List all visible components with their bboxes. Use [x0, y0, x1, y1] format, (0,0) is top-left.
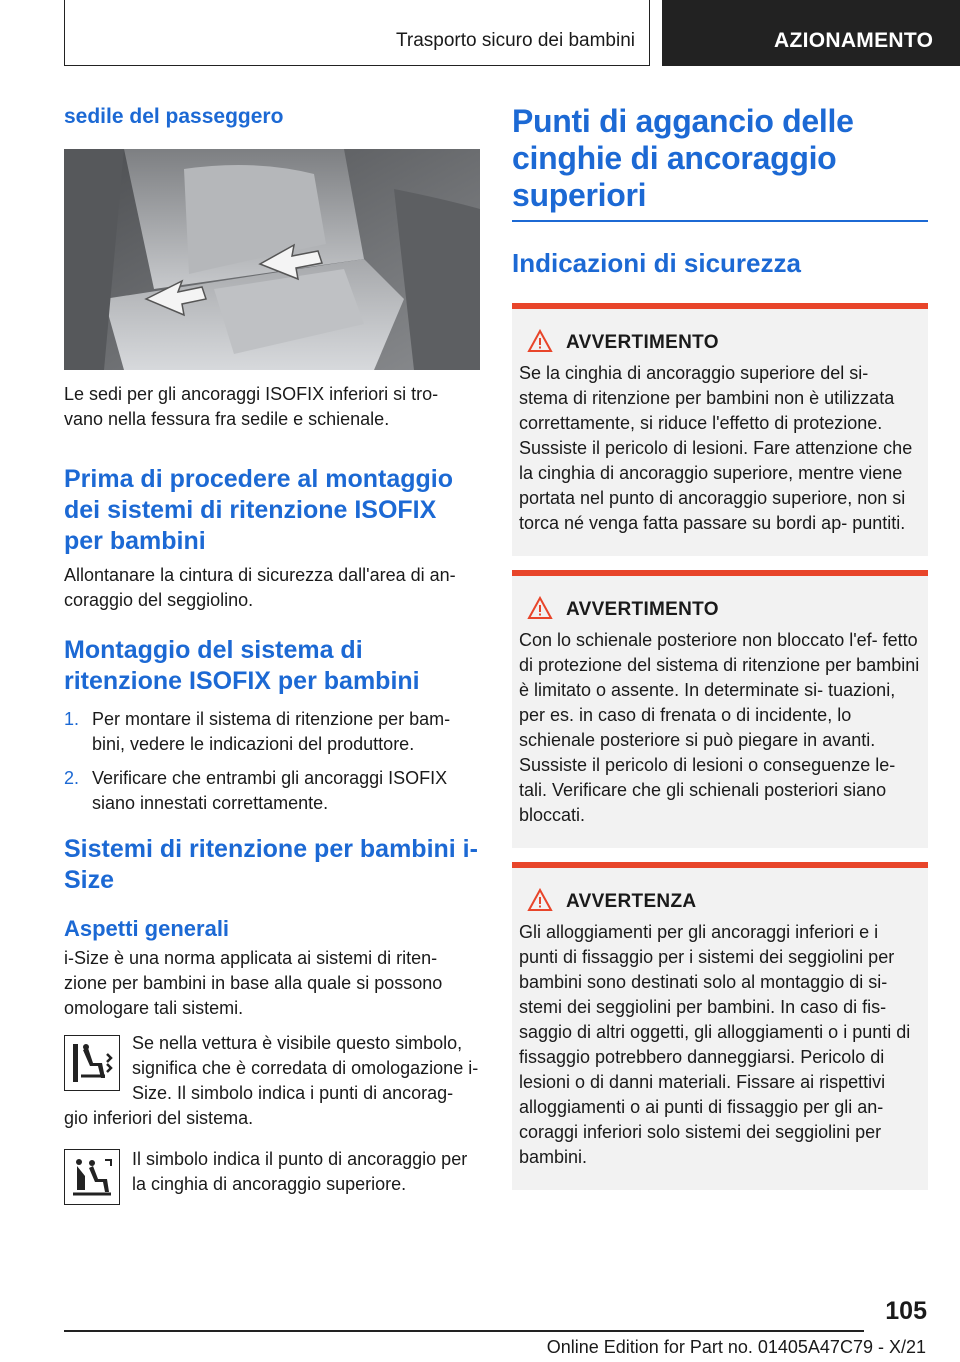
tether-symbol-row [64, 1145, 480, 1207]
warning-text: Gli alloggiamenti per gli ancoraggi inferiori e i punti di fissaggio per i sistemi dei seggiolini per bambini sono destinati solo al montaggio di si- stemi dei seggiolini per bambini. In caso di fis- saggio di altri oggetti, gli alloggiamenti o i punti di fissaggio potrebbero danneggiarsi. Pericolo di lesioni o di danni materiali. Fissare ai rispettivi alloggiamenti o ai punti di fissaggio per gli an- coraggi inferiori solo sistemi dei seggiolini per bambini. [519, 921, 911, 1167]
left-column [64, 100, 480, 1207]
tether-symbol-text: Il simbolo indica il punto di ancoraggio per la cinghia di ancoraggio superiore. [132, 1149, 468, 1194]
top-tether-heading: Punti di aggancio delle cinghie di ancoraggio superiori [512, 103, 854, 213]
warning-header [519, 888, 920, 914]
list-item [64, 707, 480, 757]
seat-isofix-illustration [64, 149, 480, 370]
isofix-symbol-icon [64, 1035, 120, 1091]
step-text: Verificare che entrambi gli ancoraggi ISOFIX siano innestati correttamente. [92, 768, 448, 813]
step-number: 1. [64, 709, 80, 729]
edition-info: Online Edition for Part no. 01405A47C79 - X/21 [546, 1337, 926, 1357]
page-header [0, 0, 960, 66]
isofix-symbol-text: Se nella vettura è visibile questo simbolo, significa che è corredata di omologazione i-Size. Il simbolo indica i punti di ancorag- gio inferiori del sistema. [64, 1033, 479, 1128]
warning-title: AVVERTIMENTO [566, 598, 719, 620]
section-title: Trasporto sicuro dei bambini [395, 30, 635, 51]
warning-text: Con lo schienale posteriore non bloccato l'ef- fetto di protezione del sistema di ritenzione per bambini è limitato o assente. In determinate si- tuazioni, per es. in caso di frenata o di incidente, lo schienale posteriore si può piegare in avanti. Sussiste il pericolo di lesioni o conseguenze le- tali. Verificare che gli schienali posteriori siano bloccati. [519, 629, 920, 825]
mount-heading: Montaggio del sistema di ritenzione ISOFIX per bambini [64, 636, 420, 695]
warning-header [519, 596, 920, 622]
top-tether-symbol-icon [64, 1149, 120, 1205]
warning-title: AVVERTIMENTO [566, 331, 719, 353]
section-title-box [64, 0, 650, 66]
heading-divider [512, 220, 928, 222]
isofix-symbol-row [64, 1031, 480, 1131]
safety-heading: Indicazioni di sicurezza [512, 247, 801, 278]
right-column [512, 100, 928, 1190]
warning-box [512, 303, 928, 556]
page-footer [0, 1290, 960, 1362]
warning-title: AVVERTENZA [566, 890, 697, 912]
general-text: i-Size è una norma applicata ai sistemi di riten- zione per bambini in base alla quale si possono omologare tali sistemi. [64, 948, 443, 1018]
seat-photo [64, 149, 480, 370]
passenger-seat-heading: sedile del passeggero [64, 105, 284, 128]
prep-text: Allontanare la cintura di sicurezza dall'area di an- coraggio del seggiolino. [64, 565, 456, 610]
page-number: 105 [885, 1297, 927, 1325]
warning-triangle-icon [527, 888, 553, 912]
chapter-tab [662, 0, 960, 66]
mount-steps-list [64, 707, 480, 816]
prep-heading: Prima di procedere al montaggio dei sistemi di ritenzione ISOFIX per bambini [64, 465, 453, 555]
warning-triangle-icon [527, 596, 553, 620]
step-number: 2. [64, 768, 80, 788]
chapter-title: AZIONAMENTO [774, 29, 934, 52]
warning-text: Se la cinghia di ancoraggio superiore del si- stema di ritenzione per bambini non è utilizzata correttamente, si riduce l'effetto di protezione. Sussiste il pericolo di lesioni. Fare attenzione che la cinghia di ancoraggio superiore, mentre viene portata nel punto di ancoraggio superiore, non si torca né venga fatta passare su bordi ap- puntiti. [519, 362, 913, 533]
isize-heading: Sistemi di ritenzione per bambini i-Size [64, 835, 478, 894]
photo-caption: Le sedi per gli ancoraggi ISOFIX inferiori si tro- vano nella fessura fra sedile e schienale. [64, 384, 439, 429]
general-heading: Aspetti generali [64, 916, 230, 941]
warning-triangle-icon [527, 329, 553, 353]
warning-box [512, 570, 928, 848]
warning-box [512, 862, 928, 1190]
step-text: Per montare il sistema di ritenzione per bam- bini, vedere le indicazioni del produttore. [92, 709, 451, 754]
list-item [64, 766, 480, 816]
footer-divider [64, 1330, 864, 1332]
warning-header [519, 329, 920, 355]
